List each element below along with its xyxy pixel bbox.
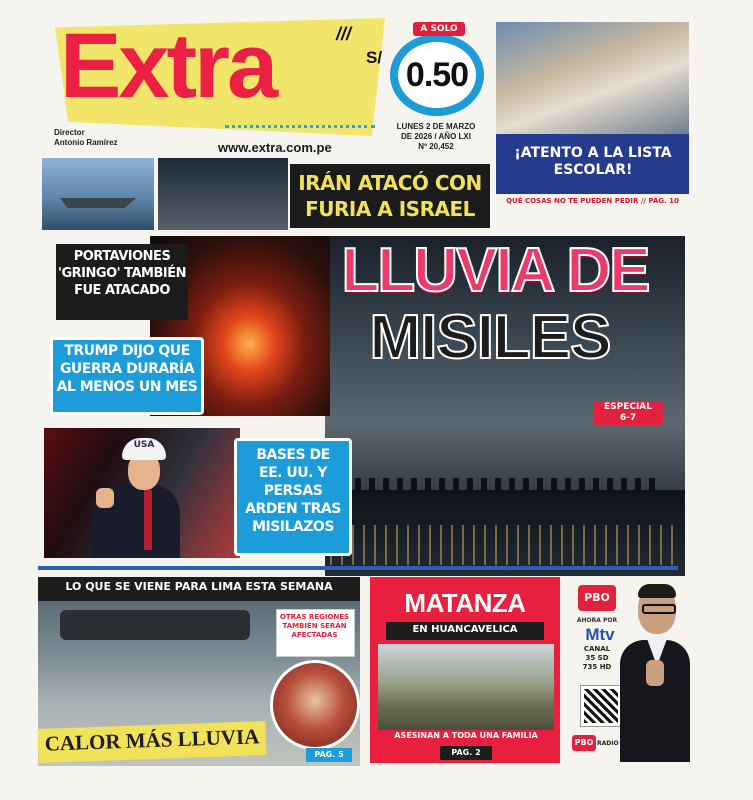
- portaviones-line: PORTAVIONES: [73, 249, 171, 264]
- especial-label: ESPECIAL: [603, 402, 653, 412]
- carrier-hull: [60, 198, 136, 208]
- qr-code-icon: [581, 686, 621, 726]
- pbo-radio-logo: PBO: [572, 735, 596, 751]
- section-divider: [38, 566, 678, 570]
- dotted-rule: [225, 125, 375, 128]
- portaviones-headline: [56, 248, 188, 299]
- bases-line: EE. UU. Y: [259, 465, 327, 481]
- dateline-year: DE 2026 / AÑO LXI: [401, 132, 471, 141]
- iran-headline-line: FURIA A ISRAEL: [305, 197, 475, 221]
- otras-line: TAMBIÉN SERÁN: [282, 622, 347, 630]
- pbo-logo-text: PBO: [584, 591, 610, 604]
- price-currency: S/: [366, 48, 383, 67]
- trump-headline: [53, 342, 201, 396]
- channel-info: [572, 645, 622, 672]
- matanza-subhead: EN HUANCAVELICA: [412, 624, 518, 635]
- bases-line: ARDEN TRAS: [245, 501, 341, 517]
- school-headline-line: ¡ATENTO A LA LISTA: [514, 145, 672, 161]
- trump-tie: [144, 490, 152, 550]
- channel-label: CANAL: [583, 645, 611, 653]
- trump-line: AL MENOS UN MES: [56, 379, 198, 395]
- iran-headline-line: IRÁN ATACÓ CON: [298, 171, 482, 195]
- city-lights: [330, 525, 680, 565]
- price-badge: A SOLO: [413, 22, 465, 36]
- director-name: Antonio Ramírez: [54, 138, 118, 147]
- carrier-photo: [42, 158, 154, 230]
- matanza-caption: ASESINAN A TODA UNA FAMILIA: [394, 731, 538, 740]
- price-amount: 0.50: [405, 56, 469, 94]
- iran-headline: [290, 170, 490, 222]
- channel-hd: 735 HD: [582, 663, 612, 671]
- otras-line: OTRAS REGIONES: [279, 613, 350, 621]
- thumbs-up-hand: [646, 660, 664, 686]
- portaviones-line: 'GRINGO' TAMBIÉN: [58, 266, 186, 281]
- host-hair: [638, 584, 676, 598]
- website-url: www.extra.com.pe: [218, 140, 332, 155]
- car-shape: [60, 610, 250, 640]
- bases-headline: [237, 446, 349, 536]
- especial-text: [593, 402, 663, 424]
- trump-line: TRUMP DIJO QUE: [64, 343, 190, 359]
- ahora-por: AHORA POR: [576, 617, 618, 624]
- masthead-logo: Extra: [60, 15, 276, 117]
- lima-header: LO QUE SE VIENE PARA LIMA ESTA SEMANA: [65, 580, 333, 593]
- logo-slashes: ///: [336, 24, 352, 44]
- bases-line: BASES DE: [256, 447, 330, 463]
- school-shopping-photo: [496, 22, 689, 134]
- otras-regiones-text: [276, 613, 353, 640]
- main-headline-line2: MISILES: [369, 303, 611, 372]
- honor-guard-photo: [158, 158, 288, 230]
- huancavelica-photo: [378, 644, 554, 730]
- matanza-headline: MATANZA: [404, 588, 526, 618]
- portaviones-line: FUE ATACADO: [74, 283, 170, 298]
- director-label: Director: [54, 128, 85, 137]
- trump-fist: [96, 488, 114, 508]
- especial-pages: 6-7: [619, 413, 637, 423]
- bases-line: PERSAS: [263, 483, 323, 499]
- dateline-issue: Nº 20,452: [418, 142, 454, 151]
- calor-headline: CALOR MÁS LLUVIA: [44, 724, 260, 756]
- school-headline: [502, 145, 684, 179]
- channel-sd: 35 SD: [585, 654, 609, 662]
- page-ref-2: PAG. 2: [440, 746, 492, 760]
- bases-line: MISILAZOS: [252, 519, 334, 535]
- director-credit: [54, 128, 118, 148]
- radio-label: RADIO: [597, 740, 619, 747]
- cap-text: USA: [133, 440, 155, 450]
- dateline: [393, 122, 479, 152]
- movistar-tv-logo: Mtv: [585, 625, 615, 644]
- main-headline-line1: LLUVIA DE: [341, 236, 649, 305]
- host-glasses: [642, 604, 676, 614]
- beach-woman-photo: [270, 660, 360, 750]
- page-ref-5: PAG. 5: [306, 748, 352, 762]
- otras-line: AFECTADAS: [291, 631, 338, 639]
- dateline-date: LUNES 2 DE MARZO: [396, 122, 476, 131]
- school-subline: QUÉ COSAS NO TE PUEDEN PEDIR // PÁG. 10: [506, 197, 679, 205]
- trump-line: GUERRA DURARÍA: [59, 361, 195, 377]
- school-headline-line: ESCOLAR!: [553, 162, 633, 178]
